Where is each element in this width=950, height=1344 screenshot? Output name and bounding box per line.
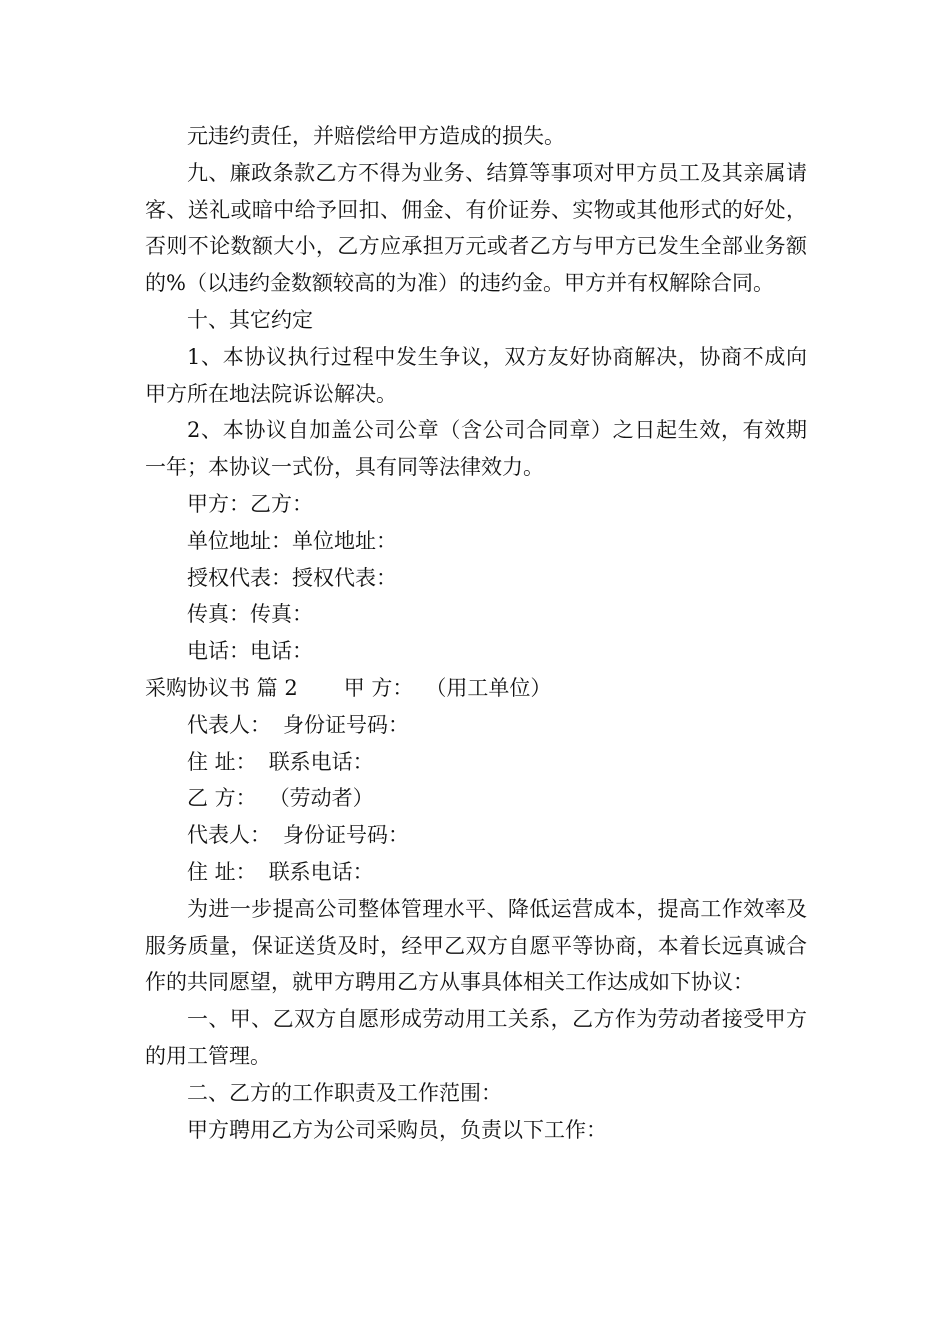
addr2-phone: 联系电话： [268, 859, 374, 884]
rep2-label: 代表人： [187, 823, 271, 848]
paragraph-breach-liability: 元违约责任，并赔偿给甲方造成的损失。 [187, 124, 565, 148]
party-a-note: （用工单位） [425, 675, 552, 700]
party-b-address-line [145, 854, 807, 891]
section2-heading: 采购协议书 篇 2 [145, 675, 298, 700]
paragraph-dispute-resolution: 1、本协议执行过程中发生争议，双方友好协商解决，协商不成向甲方所在地法院诉讼解决。 [145, 344, 807, 406]
party-b-representative-line [145, 817, 807, 854]
party-a-representative-line [145, 707, 807, 744]
paragraph-clause-2: 二、乙方的工作职责及工作范围： [187, 1080, 502, 1105]
addr2-label: 住 址： [187, 859, 257, 884]
paragraph-effective-date: 2、本协议自加盖公司公章（含公司合同章）之日起生效，有效期一年；本协议一式份，具有同等法律效力。 [145, 418, 807, 480]
signature-phone: 电话：电话： [187, 639, 313, 664]
section2-heading-line [145, 670, 807, 707]
paragraph-intro: 为进一步提高公司整体管理水平、降低运营成本，提高工作效率及服务质量，保证送货及时，经甲乙双方自愿平等协商，本着长远真诚合作的共同愿望，就甲方聘用乙方从事具体相关工作达成如下协议： [145, 896, 807, 995]
party-b-label: 乙 方： [187, 786, 257, 811]
party-a-address-line [145, 744, 807, 781]
signature-representative: 授权代表：授权代表： [187, 565, 397, 590]
party-a-label: 甲 方： [343, 675, 414, 700]
paragraph-clause-2-text: 甲方聘用乙方为公司采购员，负责以下工作： [187, 1117, 607, 1142]
party-b-line [145, 780, 807, 817]
party-b-note: （劳动者） [268, 786, 374, 811]
rep1-id: 身份证号码： [283, 712, 409, 737]
addr1-phone: 联系电话： [268, 749, 374, 774]
rep1-label: 代表人： [187, 712, 271, 737]
rep2-id: 身份证号码： [283, 823, 409, 848]
addr1-label: 住 址： [187, 749, 257, 774]
paragraph-other-terms-heading: 十、其它约定 [187, 307, 313, 332]
signature-parties: 甲方：乙方： [187, 491, 313, 516]
signature-fax: 传真：传真： [187, 602, 313, 627]
paragraph-clause-1: 一、甲、乙双方自愿形成劳动用工关系，乙方作为劳动者接受甲方的用工管理。 [145, 1007, 807, 1068]
signature-address: 单位地址：单位地址： [187, 528, 397, 553]
paragraph-integrity-clause: 九、廉政条款乙方不得为业务、结算等事项对甲方员工及其亲属请客、送礼或暗中给予回扣、佣金、有价证券、实物或其他形式的好处，否则不论数额大小，乙方应承担万元或者乙方与甲方已发生全部业务额的%（以违约金数额较高的为准）的违约金。甲方并有权解除合同。 [145, 160, 807, 296]
document-page [145, 118, 807, 1148]
